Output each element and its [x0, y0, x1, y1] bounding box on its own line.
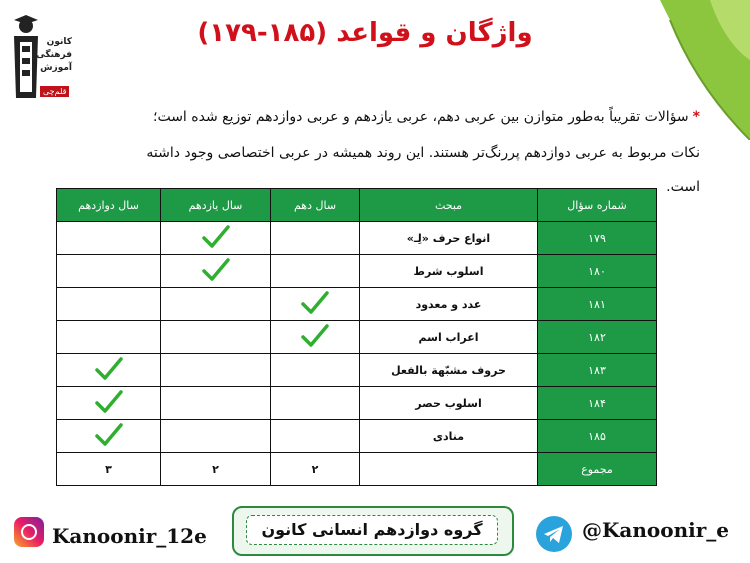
topic-cell: اسلوب شرط — [360, 255, 538, 288]
header-year-12: سال دوازدهم — [57, 189, 161, 222]
page-title: واژگان و قواعد (۱۸۵-۱۷۹) — [197, 18, 533, 48]
totals-row — [57, 453, 657, 486]
total-empty-cell — [360, 453, 538, 486]
year-12-cell — [57, 288, 161, 321]
year-12-cell — [57, 321, 161, 354]
year-10-cell — [271, 387, 360, 420]
total-label-cell: مجموع — [538, 453, 657, 486]
total-value-cell: ۳ — [57, 453, 161, 486]
year-11-cell — [161, 420, 271, 453]
question-number-cell: ۱۸۴ — [538, 387, 657, 420]
question-number-cell: ۱۸۳ — [538, 354, 657, 387]
year-11-cell — [161, 255, 271, 288]
group-banner — [232, 506, 514, 556]
intro-line-1 — [18, 102, 700, 132]
topic-cell: اعراب اسم — [360, 321, 538, 354]
topic-cell: انواع حرف «لِـ» — [360, 222, 538, 255]
table-row — [57, 354, 657, 387]
header-question-number: شماره سؤال — [538, 189, 657, 222]
intro-text-1: سؤالات تقریباً به‌طور متوازن بین عربی دهم، عربی یازدهم و عربی دوازدهم توزیع شده است؛ — [153, 109, 689, 125]
table-row — [57, 222, 657, 255]
total-value-cell: ۲ — [161, 453, 271, 486]
checkmark-icon — [201, 224, 231, 250]
logo-text: کانون فرهنگی آموزش — [36, 37, 72, 73]
topic-cell: عدد و معدود — [360, 288, 538, 321]
year-11-cell — [161, 354, 271, 387]
checkmark-icon — [94, 389, 124, 415]
checkmark-icon — [201, 257, 231, 283]
topic-cell: اسلوب حصر — [360, 387, 538, 420]
year-10-cell — [271, 420, 360, 453]
year-10-cell — [271, 321, 360, 354]
question-number-cell: ۱۷۹ — [538, 222, 657, 255]
topic-cell: حروف مشبّهة بالفعل — [360, 354, 538, 387]
question-number-cell: ۱۸۱ — [538, 288, 657, 321]
header-year-10: سال دهم — [271, 189, 360, 222]
instagram-icon[interactable] — [14, 517, 44, 547]
intro-line-3: است. — [666, 179, 700, 195]
checkmark-icon — [94, 422, 124, 448]
instagram-handle[interactable]: Kanoonir_12e — [52, 524, 207, 548]
telegram-handle[interactable]: @Kanoonir_e — [582, 518, 729, 542]
asterisk-icon: * — [692, 109, 700, 125]
question-number-cell: ۱۸۵ — [538, 420, 657, 453]
table-header-row — [57, 189, 657, 222]
year-11-cell — [161, 321, 271, 354]
year-11-cell — [161, 288, 271, 321]
total-value-cell: ۲ — [271, 453, 360, 486]
telegram-icon[interactable] — [536, 516, 572, 552]
topic-cell: منادی — [360, 420, 538, 453]
group-label: گروه دوازدهم انسانی کانون — [246, 515, 498, 545]
table-row — [57, 255, 657, 288]
checkmark-icon — [300, 323, 330, 349]
header-year-11: سال یازدهم — [161, 189, 271, 222]
table-row — [57, 321, 657, 354]
year-12-cell — [57, 222, 161, 255]
question-number-cell: ۱۸۲ — [538, 321, 657, 354]
year-10-cell — [271, 288, 360, 321]
year-12-cell — [57, 387, 161, 420]
year-10-cell — [271, 354, 360, 387]
table-row — [57, 387, 657, 420]
header-topic: مبحث — [360, 189, 538, 222]
year-10-cell — [271, 222, 360, 255]
year-11-cell — [161, 222, 271, 255]
intro-line-2: نکات مربوط به عربی دوازدهم پررنگ‌تر هستند. این روند همیشه در عربی اختصاصی وجود داشته — [146, 145, 700, 161]
year-11-cell — [161, 387, 271, 420]
year-10-cell — [271, 255, 360, 288]
table-row — [57, 420, 657, 453]
question-number-cell: ۱۸۰ — [538, 255, 657, 288]
checkmark-icon — [94, 356, 124, 382]
year-12-cell — [57, 354, 161, 387]
year-12-cell — [57, 420, 161, 453]
table-row — [57, 288, 657, 321]
checkmark-icon — [300, 290, 330, 316]
year-12-cell — [57, 255, 161, 288]
questions-table — [56, 188, 657, 486]
logo-badge: قلم‌چی — [40, 86, 69, 97]
